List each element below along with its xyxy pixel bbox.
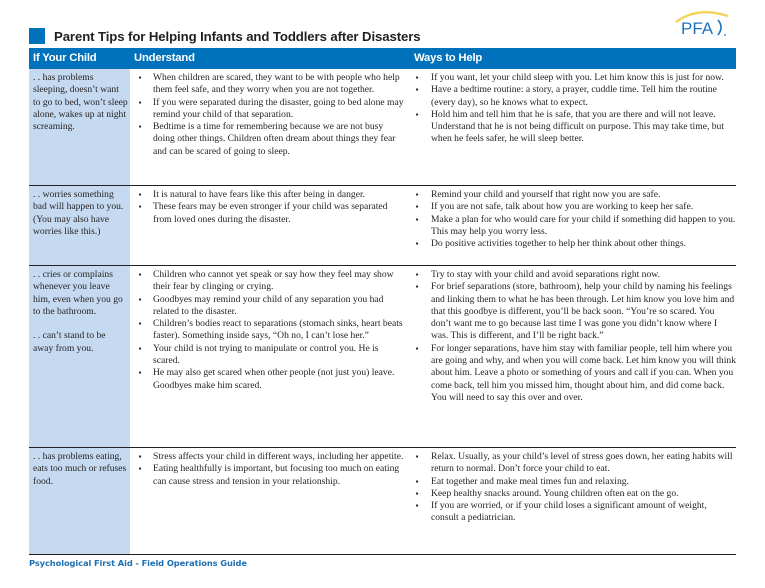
if-your-child-cell xyxy=(29,266,130,447)
column-header-if-your-child: If Your Child xyxy=(33,52,97,64)
bullet-icon: ▪ xyxy=(138,202,142,212)
ways-to-help-cell xyxy=(410,186,736,265)
list-item: ▪ If you want, let your child sleep with you. Let him know this is just for now. xyxy=(413,72,736,84)
bullet-icon: ▪ xyxy=(415,239,419,249)
bullet-icon: ▪ xyxy=(415,282,419,292)
bullet-icon: ▪ xyxy=(415,476,419,486)
list-item: ▪ Children who cannot yet speak or say how they feel may show their fear by clinging or crying. xyxy=(136,269,406,294)
table-row xyxy=(29,186,736,266)
bullet-icon: ▪ xyxy=(415,343,419,353)
bullet-icon: ▪ xyxy=(138,452,142,461)
bullet-icon: ▪ xyxy=(415,488,419,498)
bullet-icon: ▪ xyxy=(415,452,419,461)
column-header-understand: Understand xyxy=(134,52,195,64)
list-item: ▪ Do positive activities together to help her think about other things. xyxy=(413,238,736,250)
understand-cell xyxy=(130,69,410,185)
if-your-child-cell xyxy=(29,186,130,265)
bullet-icon: ▪ xyxy=(415,73,419,82)
if-your-child-cell xyxy=(29,448,130,554)
child-behavior-text: . . worries something bad will happen to you. xyxy=(33,189,124,213)
understand-cell xyxy=(130,186,410,265)
ways-to-help-cell xyxy=(410,448,736,554)
list-item: ▪ If you are worried, or if your child loses a significant amount of weight, consult a pediatrician. xyxy=(413,500,736,525)
bullet-icon: ▪ xyxy=(138,270,142,279)
child-behavior-text: . . has problems sleeping, doesn’t want to go to bed, won’t sleep alone, wakes up at night screaming. xyxy=(33,72,128,133)
footer-guide-title: Psychological First Aid - Field Operations Guide xyxy=(29,558,247,568)
child-behavior-text: . . cries or complains whenever you leave him, even when you go to the bathroom. xyxy=(33,269,123,317)
bullet-icon: ▪ xyxy=(138,97,142,107)
bullet-icon: ▪ xyxy=(138,368,142,378)
list-item: ▪ Eat together and make meal times fun and relaxing. xyxy=(413,476,736,488)
pfa-logo-icon xyxy=(668,8,734,38)
title-square-marker xyxy=(29,28,45,44)
child-behavior-text: . . has problems eating, eats too much or refuses food. xyxy=(33,451,127,487)
list-item: ▪ Bedtime is a time for remembering because we are not busy doing other things. Children often dream about things they fear and can be scared of going to sleep. xyxy=(136,121,406,158)
bullet-icon: ▪ xyxy=(138,319,142,329)
bullet-icon: ▪ xyxy=(415,270,419,279)
list-item: ▪ Keep healthy snacks around. Young children often eat on the go. xyxy=(413,488,736,500)
table-row xyxy=(29,448,736,555)
list-item: ▪ Goodbyes may remind your child of any separation you had related to the disaster. xyxy=(136,294,406,319)
bullet-icon: ▪ xyxy=(138,73,142,82)
understand-cell xyxy=(130,448,410,554)
list-item: ▪ Stress affects your child in different ways, including her appetite. xyxy=(136,451,406,463)
bullet-icon: ▪ xyxy=(138,122,142,132)
page-title: Parent Tips for Helping Infants and Toddlers after Disasters xyxy=(54,28,421,44)
bullet-icon: ▪ xyxy=(415,501,419,511)
bullet-icon: ▪ xyxy=(415,202,419,212)
list-item: ▪ It is natural to have fears like this after being in danger. xyxy=(136,189,406,201)
list-item: ▪ If you are not safe, talk about how you are working to keep her safe. xyxy=(413,201,736,213)
list-item: ▪ Relax. Usually, as your child’s level of stress goes down, her eating habits will return to normal. Don’t force your child to eat. xyxy=(413,451,736,476)
list-item: ▪ Hold him and tell him that he is safe, that you are there and will not leave. Understand that he is not being difficult on purpose. This may take time, but when he feels safer, he will sleep better. xyxy=(413,109,736,146)
bullet-icon: ▪ xyxy=(138,294,142,304)
if-your-child-cell xyxy=(29,69,130,185)
bullet-icon: ▪ xyxy=(138,190,142,199)
bullet-icon: ▪ xyxy=(138,464,142,474)
list-item: ▪ Have a bedtime routine: a story, a prayer, cuddle time. Tell him the routine (every day), so he knows what to expect. xyxy=(413,84,736,109)
list-item: ▪ Try to stay with your child and avoid separations right now. xyxy=(413,269,736,281)
child-behavior-text: . . can’t stand to be away from you. xyxy=(33,330,106,354)
child-behavior-note: (You may also have worries like this.) xyxy=(33,213,110,237)
column-header-ways-to-help: Ways to Help xyxy=(414,52,483,64)
list-item: ▪ Eating healthfully is important, but focusing too much on eating can cause stress and tension in your relationship. xyxy=(136,463,406,488)
list-item: ▪ For brief separations (store, bathroom), help your child by naming his feelings and linking them to what he has been through. Let him know you love him and that this goodbye is different, you’ll be back soon. “You’re so scared. You don’t want me to go because last time I was gone you didn’t know where I was. This is different, and I’ll be right back.” xyxy=(413,281,736,342)
list-item: ▪ Your child is not trying to manipulate or control you. He is scared. xyxy=(136,343,406,368)
ways-to-help-cell xyxy=(410,69,736,185)
table-header-row xyxy=(29,48,736,69)
list-item: ▪ Make a plan for who would care for your child if something did happen to you. This may help you worry less. xyxy=(413,214,736,239)
list-item: ▪ If you were separated during the disaster, going to bed alone may remind your child of that separation. xyxy=(136,97,406,122)
ways-to-help-cell xyxy=(410,266,736,447)
logo-text: PFA xyxy=(681,19,714,38)
bullet-icon: ▪ xyxy=(415,85,419,95)
pfa-logo xyxy=(668,8,734,38)
understand-cell xyxy=(130,266,410,447)
list-item: ▪ When children are scared, they want to be with people who help them feel safe, and they worry when you are not together. xyxy=(136,72,406,97)
bullet-icon: ▪ xyxy=(138,343,142,353)
table-row xyxy=(29,266,736,448)
table-row xyxy=(29,69,736,186)
tips-table xyxy=(29,48,736,555)
bullet-icon: ▪ xyxy=(415,190,419,199)
page-title-bar xyxy=(29,28,421,44)
bullet-icon: ▪ xyxy=(415,109,419,119)
list-item: ▪ These fears may be even stronger if your child was separated from loved ones during the disaster. xyxy=(136,201,406,226)
list-item: ▪ He may also get scared when other people (not just you) leave. Goodbyes make him scared. xyxy=(136,367,406,392)
list-item: ▪ Remind your child and yourself that right now you are safe. xyxy=(413,189,736,201)
bullet-icon: ▪ xyxy=(415,214,419,224)
list-item: ▪ For longer separations, have him stay with familiar people, tell him where you are going and why, and when you will come back. Let him know you will think about him. Leave a photo or something of yours and call if you can. When you come back, tell him you missed him, thought about him, and did come back. You will need to say this over and over. xyxy=(413,343,736,404)
list-item: ▪ Children’s bodies react to separations (stomach sinks, heart beats faster). Something inside says, “Oh no, I can’t lose her.” xyxy=(136,318,406,343)
